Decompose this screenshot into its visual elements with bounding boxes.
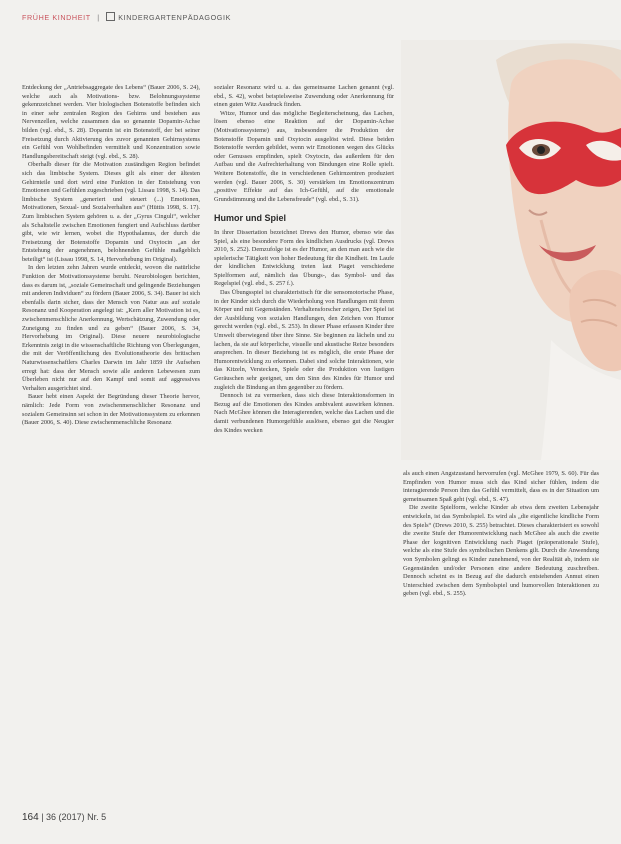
page-number: 164 [22, 812, 39, 823]
section-icon [106, 12, 115, 21]
paragraph: Die zweite Spielform, welche Kinder ab etwa dem zweiten Lebensjahr entwickeln, ist das Symbolspiel. Es wird als „die eigentliche kindliche Form des Spiels“ (Drews 2010, S. 255) betrachtet. Dieses charakterisiert es sowohl die zweite Stufe der Humorentwicklung nach McGhee als auch die zweite Phase der kognitiven Entwicklung nach Piaget (präoperationale Stufe), welche als eine Stufe des symbolischen Denkens gilt. Durch die Anwendung von Symbolen gelingt es Kinder zunehmend, von der Realität ab, indem sie Gegenständen und/oder Personen eine andere Bedeutung zuschreiben. Dennoch scheint es in Bezug auf die dadurch entstehenden Anmut einen Unterschied zwischen dem Symbolspiel und humorvollen Interaktionen zu geben (vgl. ebd., S. 255). [403, 504, 599, 598]
header-brand: FRÜHE KINDHEIT [22, 13, 91, 22]
paragraph: In ihrer Dissertation bezeichnet Drews den Humor, ebenso wie das Spiel, als eine besondere Form des kindlichen Ausdrucks (vgl. Drews 2010, S. 252). Demzufolge ist es der Humor, an den man auch wie die spielerische Tätigkeit von hoher Bedeutung für die Kindheit. Im Laufe der kindlichen Entwicklung treten laut Piaget verschiedene Spielformen auf, nämlich das Übungs-, das Symbol- und das Regelspiel (vgl. ebd., S. 257 f.). [214, 228, 394, 288]
paragraph: als auch einen Angstzustand hervorrufen (vgl. McGhee 1979, S. 60). Für das Empfinden von Humor muss sich das Kind sicher fühlen, indem die interagierende Person ihm das Gefühl vermittelt, dass es in der Situation um gemeinsamen Spaß geht (vgl. ebd., S. 47). [403, 470, 599, 503]
paragraph: Das Übungsspiel ist charakteristisch für die sensomotorische Phase, in der Kinder sich durch die Wiederholung von Handlungen mit ihrem Körper und mit Gegenständen. Verhaltensforscher zeigen, Der Spiel ist der Ausbildung von sozialen Handlungen, den Zeichen von Humor gerecht werden (vgl. ebd., S. 253). In dieser Phase erfassen Kinder ihre Umwelt überwiegend über ihre Sinne. Sie beginnen zu lächeln und zu lachen, da sie auf körperliche, visuelle und akustische Reize besonders ansprechen. In dieser Beziehung ist es möglich, die erste Phase der Humorentwicklung zu erkennen. Dabei sind solche Interaktionen, wie das Kitzeln, Verstecken, Spiele oder die Produktion von lustigen Geräuschen sehr geeignet, um den Sinn des Kindes für Humor und zugleich die Bindung an ihm gegenüber zu fördern. [214, 289, 394, 391]
running-header [22, 12, 382, 26]
paragraph: Oberhalb dieser für die Motivation zuständigen Region befindet sich das limbische System. Dieses gilt als einer der ältesten Gehirnteile und dort wird eine Funktion in der Entstehung von Emotionen und Gefühlen zugeschrieben (vgl. Lissau 1998, S. 14). Das limbische System „generiert und steuert (...) Emotionen, Motivationen, Sexual- und Sozialverhalten aus“ (Hüttis 1998, S. 17). Zum limbischen System gehören u. a. der „Gyrus Cinguli“, welcher als Schaltstelle zwischen Emotionen fungiert und Aufschluss darüber gibt, wie wir lernen, wobei die Hypothalamus, der durch die Freisetzung der Botenstoffe Dopamin und Oxytocin „an der Entstehung der angenehmen, belohnenden Gefühle maßgeblich beteiligt“ ist (Lissau 1998, S. 14, Hervorhebung im Original). [22, 161, 200, 263]
text-column-2 [214, 84, 394, 435]
child-with-mask-photo [401, 40, 621, 460]
footer-separator: | [41, 812, 47, 822]
paragraph: Bauer hebt einen Aspekt der Begründung dieser Theorie hervor, nämlich: Jede Form von zwischenmenschlicher Resonanz und sozialem Gemeinsinn sei schon in der Motivationssystem zu erkennen (Bauer 2006, S. 40). Diese zwischenmenschliche Resonanz [22, 393, 200, 427]
text-column-1 [22, 84, 200, 428]
paragraph: Entdeckung der „Antriebsaggregate des Lebens“ (Bauer 2006, S. 24), welche auch als Motivations- bzw. Belohnungssysteme gekennzeichnet werden. Vier biologischen Botenstoffe befinden sich in einer sehr zentralen Region des Gehirns und bestehen aus Nervenzellen, welche zusammen das so genannte Dopamin-Achse bilden (vgl. ebd., S. 28). Dopamin ist ein Botenstoff, der bei seiner Freisetzung durch Aktivierung des zuvor genannten Gehirnsystems ein Gefühl von Wohlbefinden vermittelt und Konzentration sowie Handlungsbereitschaft steigt (vgl. ebd., S. 28). [22, 84, 200, 160]
header-separator: | [97, 13, 100, 22]
paragraph: Witze, Humor und das mögliche Begleiterscheinung, das Lachen, lösen ebenso eine Reaktion auf der Dopamin-Achse (Motivationssysteme) aus, insbesondere die Produktion der Botenstoffe Dopamin und Oxytocin ausgelöst wird. Diese beiden Botenstoffe werden gebildet, wenn wir Emotionen wegen des Glücks oder Genusses empfinden, spielt Oxytocin, das außerdem für den Aufbau und die Aufrechterhaltung von Bindungen eine Rolle spielt. Weitere Botenstoffe, die in verschiedenen Gehirnzentren produziert werden (vgl. Bauer 2006, S. 30) verstärken im Emotionszentrum „positive Effekte auf das Ich-Gefühl, auf die emotionale Grundstimmung und die Lebensfreude“ (vgl. ebd., S. 31). [214, 109, 394, 203]
child-with-mask-illustration [401, 40, 621, 460]
issue-info: 36 (2017) Nr. 5 [46, 812, 107, 822]
paragraph: Dennoch ist zu vermerken, dass sich diese Interaktionsformen in Bezug auf die Emotionen des Kindes ambivalent auswirken können. Nach McGhee können die Interagierenden, welche das Lachen und die damit verbundenen Humorgefühle auslösen, ebenso gut die Neugier des Kindes wecken [214, 392, 394, 434]
page-footer [22, 812, 222, 826]
paragraph: In den letzten zehn Jahren wurde entdeckt, wovon die natürliche Funktion der Motivationssysteme beruht. Neurobiologen berichten, dass es darum ist, „soziale Gemeinschaft und gelingende Beziehungen mit anderen Individuen“ zu fördern (Bauer 2006, S. 34). Bauer ist sich ebenfalls darin sicher, dass der Mensch von Natur aus auf soziale Resonanz und Kooperation angelegt ist: „Kern aller Motivation ist es, zwischenmenschliche Anerkennung, Wertschätzung, Zuwendung oder Zuneigung zu finden und zu geben“ (Bauer 2006, S. 34, Hervorhebung im Original). Diese neuere neurobiologische Erkenntnis zeigt in die wissenschaftliche Richtung von Überlegungen, die mit der Veröffentlichung des Evolutionstheorie des britischen Naturwissenschaftlers Charles Darwin im Jahr 1859 ihr Aufsehen erregt hat: dass der Mensch sowie alle anderen Lebewesen zum Überleben nicht nur auf den Kampf und somit auf aggressives Verhalten ausgerichtet sind. [22, 264, 200, 392]
paragraph: sozialer Resonanz wird u. a. das gemeinsame Lachen genannt (vgl. ebd., S. 42), wobei beispielsweise Zuwendung oder Anerkennung für einen guten Witz Ausdruck finden. [214, 84, 394, 109]
header-section: KINDERGARTENPÄDAGOGIK [118, 13, 231, 22]
section-heading-humor: Humor und Spiel [214, 213, 286, 224]
text-column-3 [403, 470, 599, 599]
